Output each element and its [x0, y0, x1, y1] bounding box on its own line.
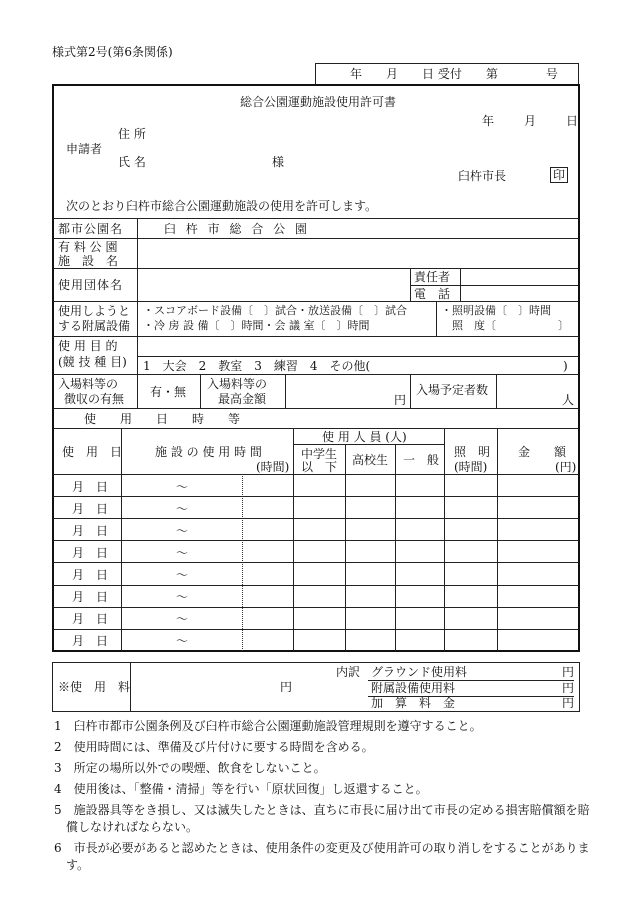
note-item: 5 施設器具等をき損し、又は滅失したときは、直ちに市長に届け出て市長の定める損害賠償額を賠	[54, 803, 590, 817]
note-item: 2 使用時間には、準備及び片付けに要する時間を含める。	[54, 740, 374, 754]
table-row-range: ～	[176, 612, 189, 626]
light-line-2-end: 〕	[558, 319, 569, 332]
honorific: 様	[272, 155, 285, 169]
light-line-1: ・照明設備〔 〕時間	[441, 304, 551, 317]
park-name-value: 臼 杵 市 総 合 公 園	[164, 222, 310, 236]
table-row-date: 月 日	[71, 590, 108, 604]
fee-item-unit: 円	[562, 696, 575, 710]
table-row-date: 月 日	[71, 546, 108, 560]
table-row-date: 月 日	[71, 634, 108, 648]
col-time-unit: (時間)	[256, 460, 290, 474]
fee-collect-label-1: 入場料等の	[58, 377, 119, 391]
attached-line-2: ・冷 房 設 備〔 〕時間・会 議 室〔 〕時間	[143, 319, 370, 332]
responsible-label: 責任者	[414, 270, 451, 284]
issuer-name: 臼杵市長	[458, 169, 507, 183]
fee-label: ※使 用 料	[58, 680, 131, 694]
max-fee-label-2: 最高金額	[218, 392, 267, 406]
fee-yen: 円	[280, 680, 293, 694]
max-fee-yen: 円	[394, 393, 407, 407]
phone-label: 電 話	[414, 287, 451, 301]
paid-facility-label-2: 施 設 名	[58, 254, 119, 268]
col-amount-2: (円)	[555, 460, 577, 474]
attached-line-1: ・スコアボード設備〔 〕試合・放送設備〔 〕試合	[143, 304, 407, 317]
note-item: 4 使用後は、「整備・清掃」等を行い「原状回復」し返還すること。	[54, 782, 428, 796]
col-general: 一 般	[403, 453, 440, 467]
issue-date: 年 月 日	[482, 114, 581, 128]
purpose-label-2: (競 技 種 目)	[58, 355, 127, 369]
table-row-range: ～	[176, 480, 189, 494]
table-row-range: ～	[176, 634, 189, 648]
address-label: 住 所	[118, 127, 146, 141]
col-junior-2: 以 下	[301, 460, 338, 474]
note-item: 1 臼杵市都市公園条例及び臼杵市総合公園運動施設管理規則を遵守すること。	[54, 719, 482, 733]
attached-label-2: する附属設備	[58, 319, 131, 333]
light-line-2: 照 度〔	[452, 319, 496, 332]
purpose-label-1: 使 用 目 的	[58, 339, 118, 353]
table-row-range: ～	[176, 524, 189, 538]
col-amount-1: 金 額	[518, 445, 567, 459]
form-number: 様式第2号(第6条関係)	[52, 45, 173, 59]
table-row-range: ～	[176, 546, 189, 560]
intro-text: 次のとおり臼杵市総合公園運動施設の使用を許可します。	[66, 199, 378, 213]
table-row-range: ～	[176, 568, 189, 582]
group-name-label: 使用団体名	[58, 278, 124, 292]
fee-box	[52, 662, 580, 712]
attached-label-1: 使用しようと	[58, 304, 131, 318]
seal-mark: 印	[550, 167, 568, 183]
col-users: 使 用 人 員 (人)	[322, 430, 407, 444]
col-light-2: (時間)	[454, 460, 488, 474]
applicant-label: 申請者	[66, 142, 103, 156]
fee-item-unit: 円	[562, 681, 575, 695]
purpose-options: 1 大会 2 教室 3 練習 4 その他(	[143, 359, 371, 373]
table-row-date: 月 日	[71, 480, 108, 494]
park-name-label: 都市公園名	[58, 222, 124, 236]
visitors-unit: 人	[562, 393, 575, 407]
note-item: 6 市長が必要があると認めたときは、使用条件の変更及び使用許可の取り消しをすることがありま	[54, 841, 590, 855]
col-junior-1: 中学生	[301, 447, 338, 461]
table-row-date: 月 日	[71, 612, 108, 626]
table-row-range: ～	[176, 590, 189, 604]
fee-breakdown-label: 内訳	[336, 665, 361, 679]
note-item: す。	[54, 858, 90, 872]
paid-facility-label-1: 有 料 公 園	[58, 240, 118, 254]
fee-item-name: 附属設備使用料	[371, 681, 456, 695]
table-row-date: 月 日	[71, 568, 108, 582]
max-fee-label-1: 入場料等の	[207, 377, 268, 391]
form-title: 総合公園運動施設使用許可書	[240, 95, 397, 109]
fee-yes-no: 有・無	[150, 385, 187, 399]
name-label: 氏 名	[118, 155, 146, 169]
fee-item-name: 加 算 料 金	[371, 696, 456, 710]
purpose-end: )	[563, 359, 568, 373]
table-row-date: 月 日	[71, 502, 108, 516]
table-row-range: ～	[176, 502, 189, 516]
col-use-date: 使 用 日	[62, 445, 123, 459]
receipt-text: 年 月 日 受付 第 号	[350, 67, 558, 81]
table-row-date: 月 日	[71, 524, 108, 538]
expected-visitors-label: 入場予定者数	[416, 383, 489, 397]
col-light-1: 照 明	[454, 445, 491, 459]
fee-item-unit: 円	[562, 665, 575, 679]
note-item: 償しなければならない。	[54, 820, 199, 834]
fee-item-name: グラウンド使用料	[371, 665, 468, 679]
note-item: 3 所定の場所以外での喫煙、飲食をしないこと。	[54, 761, 326, 775]
col-time: 施 設 の 使 用 時 間	[155, 445, 262, 459]
usage-datetime-label: 使 用 日 時 等	[84, 412, 241, 426]
fee-collect-label-2: 徴収の有無	[64, 392, 125, 406]
col-high: 高校生	[352, 453, 389, 467]
